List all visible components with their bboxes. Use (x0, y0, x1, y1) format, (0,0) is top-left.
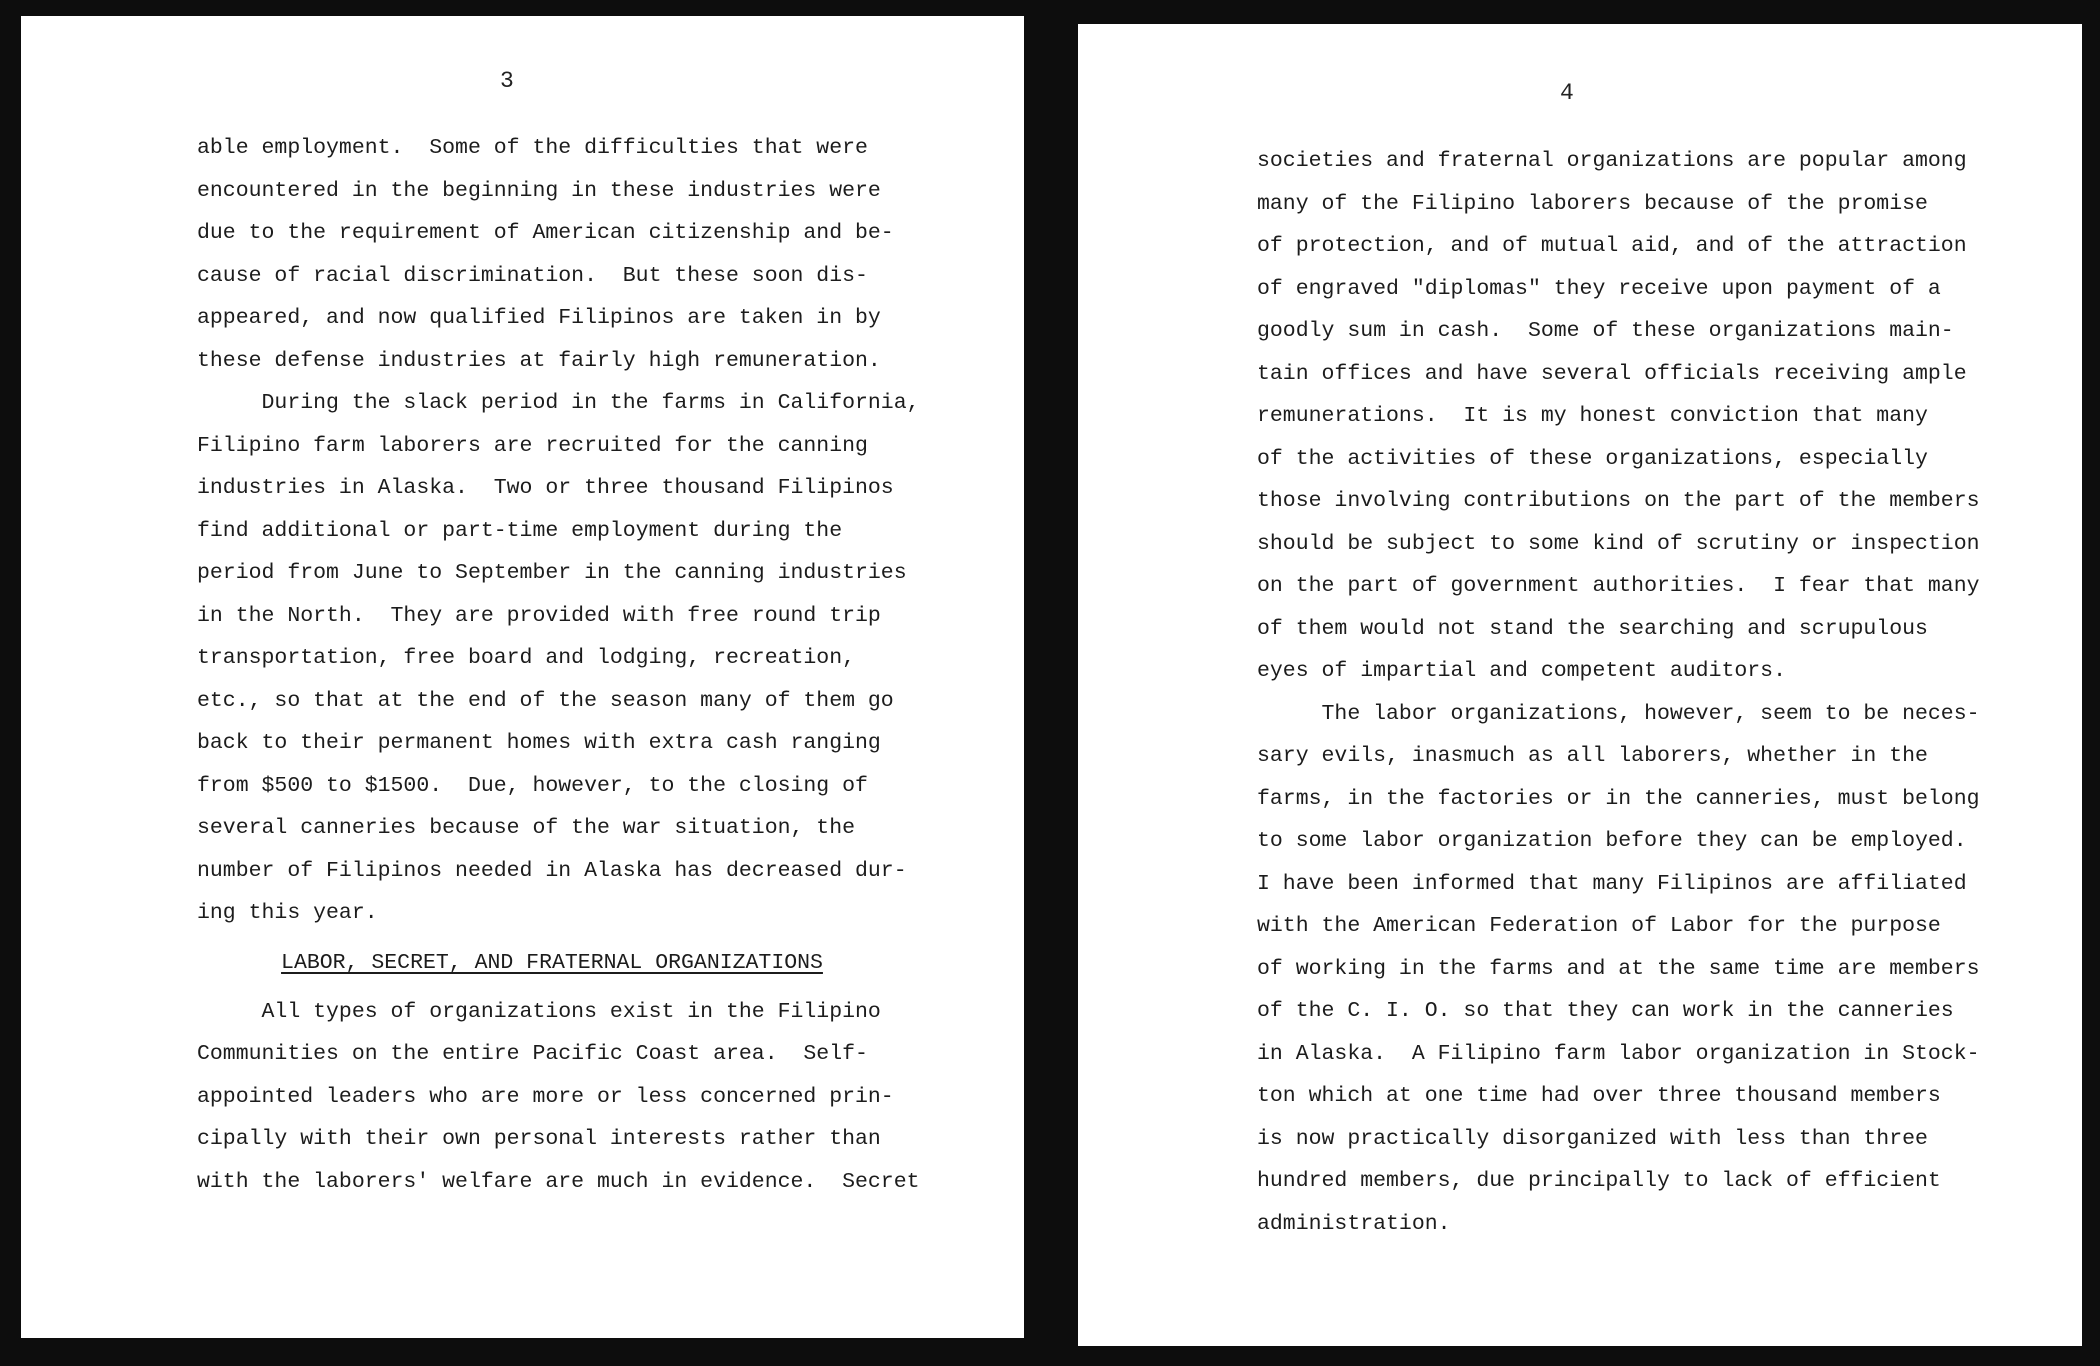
text-line: ton which at one time had over three thousand members (1257, 1084, 1941, 1108)
page-3 (21, 16, 1024, 1338)
text-line: of engraved "diplomas" they receive upon payment of a (1257, 276, 1941, 301)
text-line: encountered in the beginning in these industries were (197, 178, 881, 203)
text-line: cause of racial discrimination. But these soon dis- (197, 263, 868, 288)
text-line: period from June to September in the canning industries (197, 561, 907, 585)
text-line: transportation, free board and lodging, recreation, (197, 646, 856, 670)
text-line: appointed leaders who are more or less concerned prin- (197, 1084, 894, 1109)
text-line: should be subject to some kind of scrutiny or inspection (1257, 531, 1980, 556)
text-line: Filipino farm laborers are recruited for the canning (197, 433, 868, 458)
body-text-top (197, 127, 920, 1203)
text-line: The labor organizations, however, seem to be neces- (1257, 701, 1980, 726)
text-line: sary evils, inasmuch as all laborers, whether in the (1257, 744, 1928, 768)
text-line: those involving contributions on the part of the members (1257, 489, 1980, 513)
text-line: eyes of impartial and competent auditors. (1257, 659, 1786, 683)
text-line: farms, in the factories or in the canneries, must belong (1257, 786, 1980, 811)
page-number: 3 (500, 68, 514, 94)
text-line: to some labor organization before they can be employed. (1257, 829, 1967, 853)
text-line: etc., so that at the end of the season many of them go (197, 688, 894, 713)
text-line: appeared, and now qualified Filipinos are taken in by (197, 306, 881, 330)
section-heading: LABOR, SECRET, AND FRATERNAL ORGANIZATIONS (281, 950, 823, 975)
text-line: with the laborers' welfare are much in evidence. Secret (197, 1169, 920, 1194)
text-line: of working in the farms and at the same time are members (1257, 956, 1980, 981)
page-4 (1078, 24, 2082, 1346)
body-text (1257, 140, 1980, 1245)
text-line: I have been informed that many Filipinos are affiliated (1257, 871, 1967, 896)
text-line: many of the Filipino laborers because of the promise (1257, 191, 1928, 216)
text-line: from $500 to $1500. Due, however, to the closing of (197, 773, 868, 798)
text-line: Communities on the entire Pacific Coast area. Self- (197, 1042, 868, 1066)
text-line: societies and fraternal organizations are popular among (1257, 149, 1967, 173)
text-line: During the slack period in the farms in California, (197, 391, 920, 415)
page-number: 4 (1560, 80, 1574, 106)
text-line: with the American Federation of Labor for the purpose (1257, 914, 1941, 938)
text-line: of protection, and of mutual aid, and of the attraction (1257, 234, 1967, 258)
text-line: hundred members, due principally to lack of efficient (1257, 1169, 1941, 1193)
text-line: able employment. Some of the difficulties that were (197, 136, 868, 160)
text-line: cipally with their own personal interests rather than (197, 1127, 881, 1151)
text-line: on the part of government authorities. I fear that many (1257, 574, 1980, 598)
text-line: of them would not stand the searching and scrupulous (1257, 616, 1928, 641)
text-line: administration. (1257, 1211, 1451, 1236)
text-line: goodly sum in cash. Some of these organizations main- (1257, 319, 1954, 343)
text-line: in the North. They are provided with free round trip (197, 603, 881, 628)
text-line: All types of organizations exist in the Filipino (197, 999, 881, 1024)
text-line: is now practically disorganized with less than three (1257, 1126, 1928, 1151)
text-line: ing this year. (197, 901, 378, 925)
text-line: tain offices and have several officials receiving ample (1257, 361, 1967, 386)
text-line: remunerations. It is my honest conviction that many (1257, 404, 1928, 428)
text-line: in Alaska. A Filipino farm labor organization in Stock- (1257, 1041, 1980, 1066)
text-line: back to their permanent homes with extra cash ranging (197, 731, 881, 755)
text-line: several canneries because of the war situation, the (197, 816, 856, 840)
text-line: of the C. I. O. so that they can work in the canneries (1257, 999, 1954, 1023)
text-line: these defense industries at fairly high remuneration. (197, 348, 881, 373)
text-line: find additional or part-time employment during the (197, 518, 843, 543)
text-line: of the activities of these organizations, especially (1257, 446, 1928, 471)
text-line: number of Filipinos needed in Alaska has decreased dur- (197, 858, 907, 883)
text-line: due to the requirement of American citizenship and be- (197, 221, 894, 245)
text-line: industries in Alaska. Two or three thousand Filipinos (197, 476, 894, 500)
